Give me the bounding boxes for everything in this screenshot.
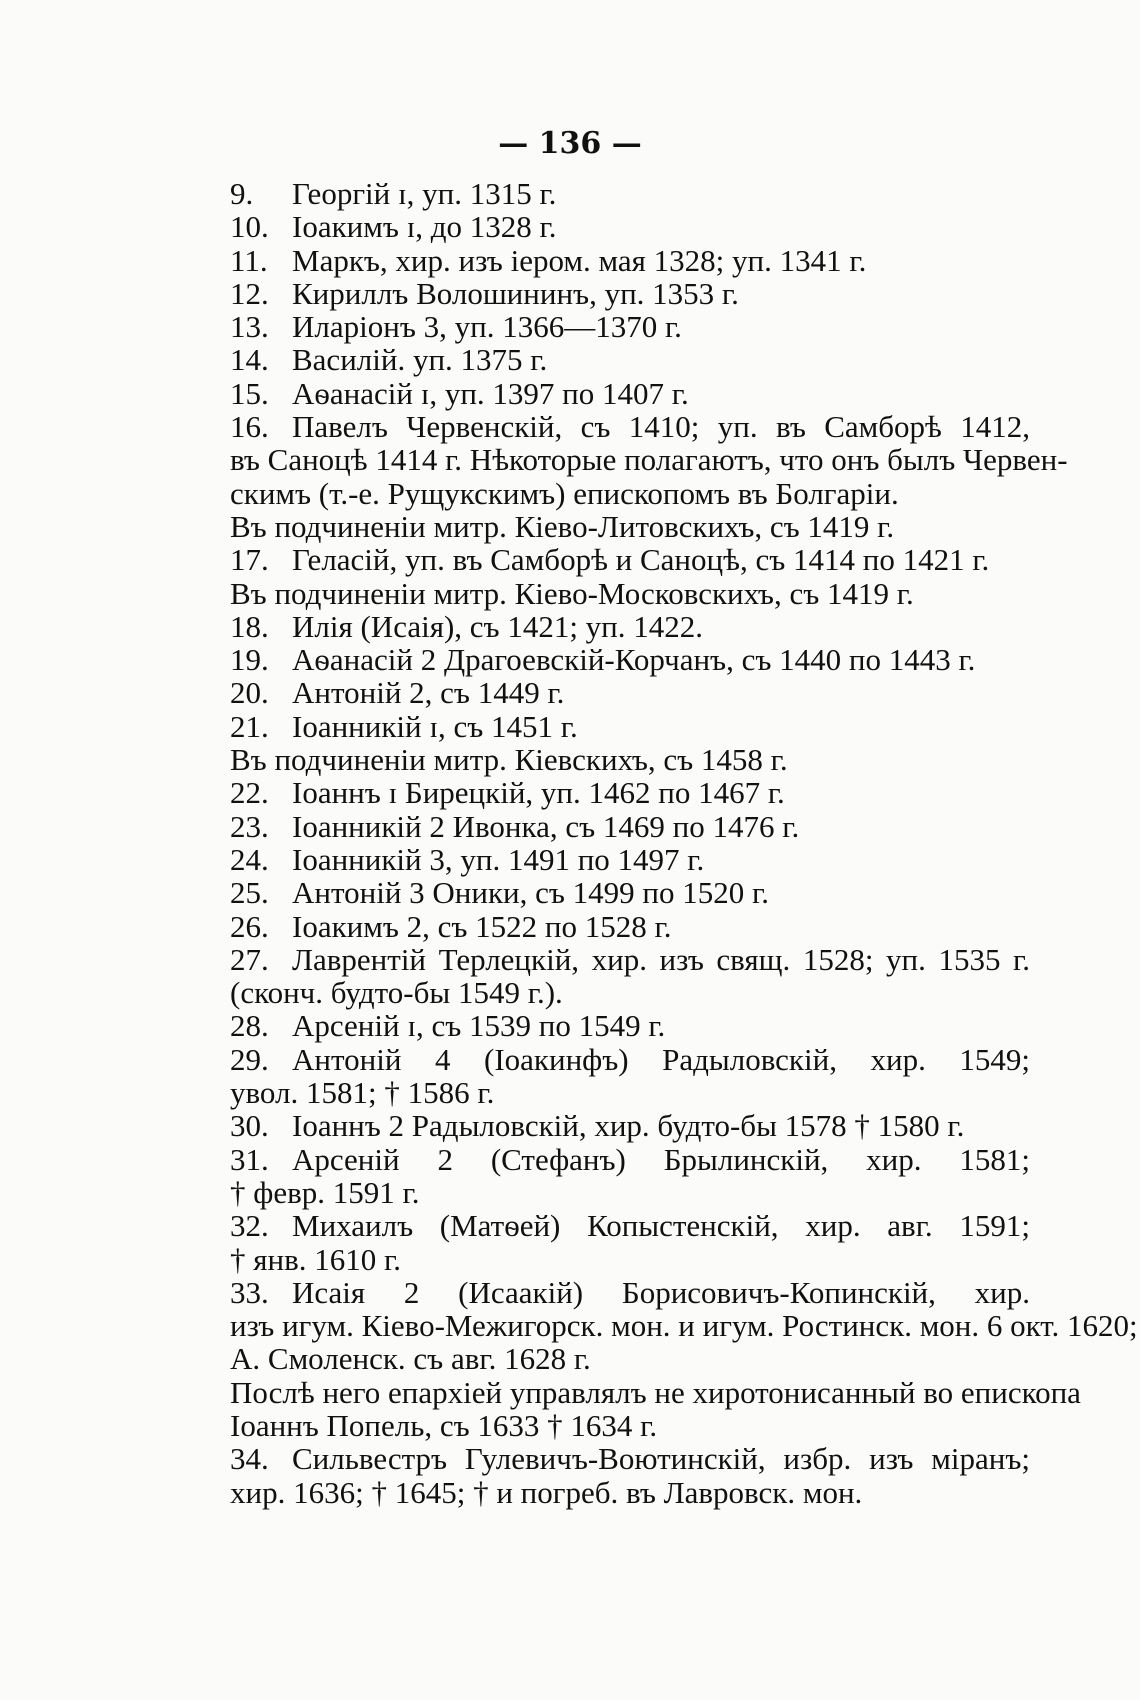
entry-number: 31. — [230, 1141, 269, 1177]
text-line — [230, 1276, 1030, 1309]
text-line — [230, 210, 1030, 243]
text-line — [230, 810, 1030, 843]
entry-text: Послѣ него епархіей управлялъ не хиротонисанный во епископа — [230, 1374, 1081, 1410]
entry-number: 29. — [230, 1041, 269, 1077]
entry-text: скимъ (т.-е. Рущукскимъ) епископомъ въ Болгаріи. — [230, 475, 899, 511]
entry-text: увол. 1581; † 1586 г. — [230, 1075, 495, 1111]
text-line — [230, 843, 1030, 876]
text-line — [230, 442, 1068, 478]
entry-number: 30. — [230, 1108, 269, 1144]
entry-text: Іоаннъ 2 Радыловскій, хир. будто-бы 1578 † 1580 г. — [292, 1108, 965, 1144]
body-text — [230, 176, 1138, 1510]
text-line — [230, 310, 1030, 343]
text-line — [230, 244, 1030, 277]
text-line — [230, 343, 1030, 376]
entry-text: Іоакимъ 2, съ 1522 по 1528 г. — [292, 908, 672, 944]
entry-text: Въ подчиненіи митр. Кіевскихъ, съ 1458 г. — [230, 742, 788, 778]
entry-number: 17. — [230, 542, 269, 578]
entry-text: Сильвестръ Гулевичъ-Воютинскій, избр. изъ міранъ; — [292, 1441, 1030, 1477]
entry-text: хир. 1636; † 1645; † и погреб. въ Лавровск. мон. — [230, 1474, 863, 1510]
entry-text: Арсеній ɪ, съ 1539 по 1549 г. — [292, 1008, 666, 1044]
entry-text: Лаврентій Терлецкій, хир. изъ свящ. 1528; уп. 1535 г. — [292, 941, 1030, 977]
entry-text: Іоаннъ ɪ Бирецкій, уп. 1462 по 1467 г. — [292, 775, 785, 811]
text-line — [230, 910, 1030, 943]
entry-text: изъ игум. Кіево-Межигорск. мон. и игум. Ростинск. мон. 6 окт. 1620; — [230, 1308, 1138, 1344]
entry-text: Антоній 3 Оники, съ 1499 по 1520 г. — [292, 875, 769, 911]
entry-number: 34. — [230, 1441, 269, 1477]
text-line — [230, 1176, 1030, 1209]
entry-number: 33. — [230, 1274, 269, 1310]
entry-text: † февр. 1591 г. — [230, 1174, 420, 1210]
entry-text: Маркъ, хир. изъ іером. мая 1328; уп. 1341 г. — [292, 242, 867, 278]
entry-text: Въ подчиненіи митр. Кіево-Литовскихъ, съ 1419 г. — [230, 508, 895, 544]
entry-number: 19. — [230, 642, 269, 678]
entry-number: 28. — [230, 1008, 269, 1044]
text-line — [230, 377, 1030, 410]
text-line — [230, 976, 1030, 1009]
entry-number: 13. — [230, 309, 269, 345]
text-line — [230, 1243, 1030, 1276]
entry-number: 25. — [230, 875, 269, 911]
entry-text: Павелъ Червенскій, съ 1410; уп. въ Самборѣ 1412, — [292, 409, 1030, 445]
text-line — [230, 743, 1030, 776]
entry-number: 18. — [230, 608, 269, 644]
entry-text: Исаія 2 (Исаакій) Борисовичъ-Копинскій, хир. — [292, 1274, 1030, 1310]
text-line — [230, 1076, 1030, 1109]
text-line — [230, 876, 1030, 909]
text-line — [230, 676, 1030, 709]
text-line — [230, 643, 1030, 676]
text-line — [230, 1374, 1081, 1410]
entry-text: † янв. 1610 г. — [230, 1241, 401, 1277]
text-line — [230, 1308, 1138, 1344]
entry-number: 23. — [230, 808, 269, 844]
entry-number: 12. — [230, 275, 269, 311]
text-line — [230, 410, 1030, 443]
text-line — [230, 1143, 1030, 1176]
text-line — [230, 710, 1030, 743]
entry-text: Геласій, уп. въ Самборѣ и Саноцѣ, съ 1414 по 1421 г. — [292, 542, 990, 578]
text-line — [230, 1342, 1030, 1375]
entry-text: А. Смоленск. съ авг. 1628 г. — [230, 1341, 591, 1377]
entry-number: 14. — [230, 342, 269, 378]
entry-number: 16. — [230, 409, 269, 445]
entry-text: Іоанникій 3, уп. 1491 по 1497 г. — [292, 841, 705, 877]
entry-number: 22. — [230, 775, 269, 811]
entry-text: Іоанникій ɪ, съ 1451 г. — [292, 708, 578, 744]
entry-text: Илія (Исаія), съ 1421; уп. 1422. — [292, 608, 704, 644]
text-line — [230, 1043, 1030, 1076]
entry-text: Кириллъ Волошининъ, уп. 1353 г. — [292, 275, 739, 311]
text-line — [230, 610, 1030, 643]
text-line — [230, 1209, 1030, 1242]
text-line — [230, 543, 1030, 576]
entry-text: Іоаннъ Попель, съ 1633 † 1634 г. — [230, 1407, 658, 1443]
text-line — [230, 1476, 1030, 1509]
entry-number: 15. — [230, 375, 269, 411]
text-line — [230, 577, 1030, 610]
entry-text: Іоакимъ ɪ, до 1328 г. — [292, 209, 557, 245]
page-number: — 136 — — [498, 126, 642, 161]
entry-number: 26. — [230, 908, 269, 944]
entry-text: Іоанникій 2 Ивонка, съ 1469 по 1476 г. — [292, 808, 800, 844]
text-line — [230, 277, 1030, 310]
text-line — [230, 1109, 1030, 1142]
text-line — [230, 177, 1030, 210]
entry-number: 27. — [230, 941, 269, 977]
entry-number: 32. — [230, 1208, 269, 1244]
text-line — [230, 943, 1030, 976]
entry-number: 20. — [230, 675, 269, 711]
entry-number: 11. — [230, 242, 268, 278]
entry-text: Георгій ɪ, уп. 1315 г. — [292, 176, 557, 211]
entry-text: Аѳанасій ɪ, уп. 1397 по 1407 г. — [292, 375, 689, 411]
entry-text: Въ подчиненіи митр. Кіево-Московскихъ, съ 1419 г. — [230, 575, 914, 611]
entry-text: Аѳанасій 2 Драгоевскій-Корчанъ, съ 1440 по 1443 г. — [292, 642, 976, 678]
entry-text: Василій. уп. 1375 г. — [292, 342, 548, 378]
text-line — [230, 477, 1030, 510]
text-line — [230, 1442, 1030, 1475]
text-line — [230, 510, 1030, 543]
entry-number: 10. — [230, 209, 269, 245]
entry-number: 24. — [230, 841, 269, 877]
text-line — [230, 1009, 1030, 1042]
entry-text: Антоній 2, съ 1449 г. — [292, 675, 565, 711]
text-line — [230, 776, 1030, 809]
entry-text: Иларіонъ 3, уп. 1366—1370 г. — [292, 309, 682, 345]
entry-text: (сконч. будто-бы 1549 г.). — [230, 975, 563, 1011]
entry-text: въ Саноцѣ 1414 г. Нѣкоторые полагаютъ, что онъ былъ Червен- — [230, 442, 1068, 478]
entry-text: Михаилъ (Матѳей) Копыстенскій, хир. авг. 1591; — [292, 1208, 1030, 1244]
entry-text: Арсеній 2 (Стефанъ) Брылинскій, хир. 1581; — [292, 1141, 1030, 1177]
entry-number: 9. — [230, 176, 254, 211]
entry-number: 21. — [230, 708, 269, 744]
text-line — [230, 1409, 1030, 1442]
entry-text: Антоній 4 (Іоакинфъ) Радыловскій, хир. 1549; — [292, 1041, 1030, 1077]
